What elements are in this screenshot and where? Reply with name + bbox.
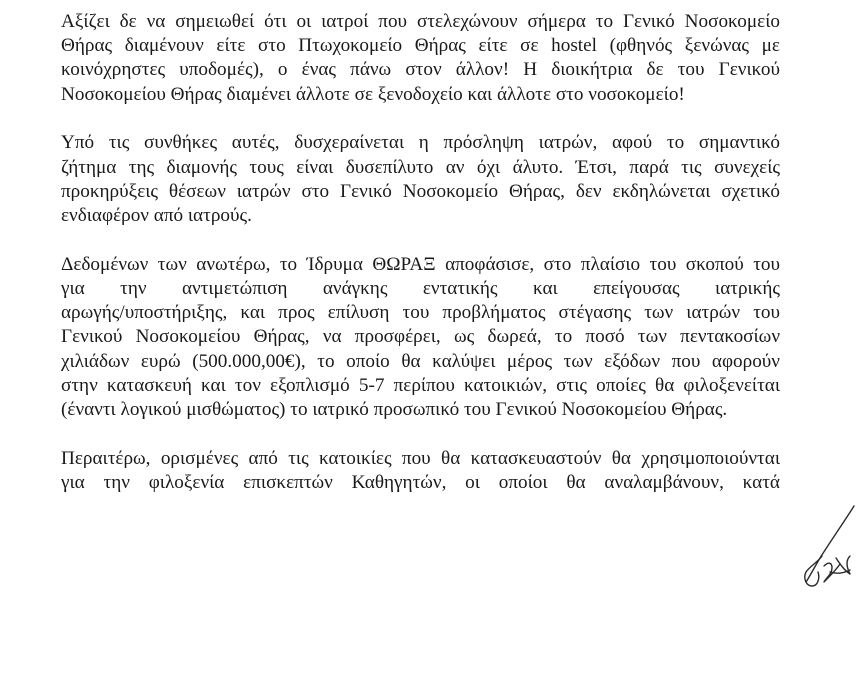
text-line: Περαιτέρω, ορισμένες από τις κατοικίες που θα κατασκευαστούν θα χρησιμοποιούνται [61, 447, 780, 469]
text-line: αρωγής/υποστήριξης, και προς επίλυση του προβλήματος στέγασης των ιατρών του [61, 302, 780, 324]
text-line: Αξίζει δε να σημειωθεί ότι οι ιατροί που στελεχώνουν σήμερα το Γενικό Νοσοκομείο [61, 11, 780, 32]
text-line: Γενικού Νοσοκομείου Θήρας, να προσφέρει, ως δωρεά, το ποσό των πεντακοσίων [61, 326, 780, 348]
text-line: κοινόχρηστες υποδομές), ο ένας πάνω στον άλλον! Η διοικήτρια δε του Γενικού [61, 59, 780, 81]
paragraph-2 [61, 131, 780, 228]
paragraph-3 [61, 253, 780, 422]
handwritten-signature [800, 500, 857, 595]
text-line: στην κατασκευή και τον εξοπλισμό 5-7 περίπου κατοικιών, στις οποίες θα φιλοξενείται [61, 374, 780, 396]
text-line: χιλιάδων ευρώ (500.000,00€), το οποίο θα καλύψει μέρος των εξόδων που αφορούν [61, 350, 780, 372]
text-line: (έναντι λογικού μισθώματος) το ιατρικό προσωπικό του Γενικού Νοσοκομείου Θήρας. [61, 399, 728, 421]
text-line: Θήρας διαμένουν είτε στο Πτωχοκομείο Θήρας είτε σε hostel (φθηνός ξενώνας με [61, 35, 780, 57]
text-line: προκηρύξεις θέσεων ιατρών στο Γενικό Νοσοκομείο Θήρας, δεν εκδηλώνεται σχετικό [61, 180, 780, 202]
text-line: Νοσοκομείου Θήρας διαμένει άλλοτε σε ξενοδοχείο και άλλοτε στο νοσοκομείο! [61, 83, 685, 105]
paragraph-1 [61, 10, 780, 107]
document-body [61, 10, 780, 520]
text-line: ενδιαφέρον από ιατρούς. [61, 205, 252, 227]
text-line: Υπό τις συνθήκες αυτές, δυσχεραίνεται η πρόσληψη ιατρών, αφού το σημαντικό [61, 132, 780, 154]
text-line: για την αντιμετώπιση ανάγκης εντατικής και επείγουσας ιατρικής [61, 278, 780, 300]
text-line: Δεδομένων των ανωτέρω, το Ίδρυμα ΘΩΡΑΞ αποφάσισε, στο πλαίσιο του σκοπού του [61, 253, 780, 275]
text-line: για την φιλοξενία επισκεπτών Καθηγητών, οι οποίοι θα αναλαμβάνουν, κατά [61, 472, 780, 494]
paragraph-4 [61, 447, 780, 495]
text-line: ζήτημα της διαμονής τους είναι δυσεπίλυτο αν όχι άλυτο. Έτσι, παρά τις συνεχείς [61, 156, 780, 178]
